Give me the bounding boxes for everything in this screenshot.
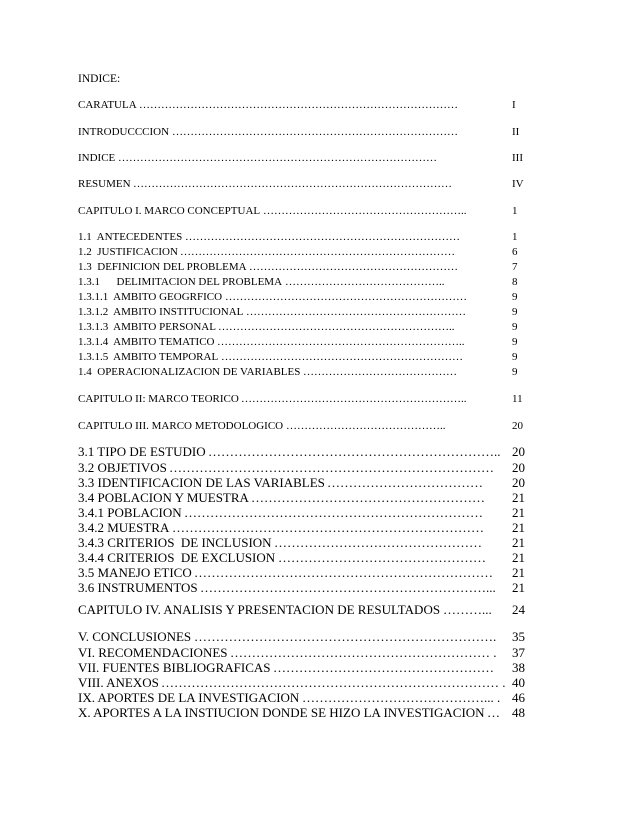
toc-entry-label: 1.3.1.3 AMBITO PERSONAL: [78, 321, 216, 333]
toc-entry-page: 21: [512, 520, 525, 535]
toc-entry-page: III: [512, 152, 523, 164]
toc-entry-leader: ……………………………………………………………: [194, 565, 493, 580]
toc-entry-leader: …: [487, 705, 500, 720]
toc-entry[interactable]: [78, 660, 558, 676]
toc-entry-page: 38: [512, 660, 525, 675]
toc-entry-page: IV: [512, 178, 524, 190]
toc-entry-label: VII. FUENTES BIBLIOGRAFICAS: [78, 660, 271, 675]
toc-entry-label: CAPITULO I. MARCO CONCEPTUAL: [78, 205, 261, 217]
toc-entry[interactable]: [78, 349, 558, 365]
toc-entry-page: 21: [512, 580, 525, 595]
toc-entry-label: 3.2 OBJETIVOS: [78, 460, 167, 475]
toc-entry-leader: …………………………………………………… .: [230, 645, 497, 660]
toc-entry-label: 3.3 IDENTIFICACION DE LAS VARIABLES: [78, 475, 325, 490]
toc-entry-label: 3.4 POBLACION Y MUESTRA: [78, 490, 249, 505]
toc-entry-page: 1: [512, 205, 518, 217]
toc-entry-page: 1: [512, 231, 518, 243]
toc-entry-label: 1.3 DEFINICION DEL PROBLEMA: [78, 261, 247, 273]
toc-entry-label: 3.4.4 CRITERIOS DE EXCLUSION: [78, 550, 276, 565]
toc-entry-leader: ……………………………………………………………: [184, 505, 483, 520]
toc-entry-leader: ………………………………………………………………: [172, 520, 484, 535]
toc-entry-leader: ……………………………………: [303, 366, 457, 378]
toc-entry-label: CARATULA: [78, 99, 137, 111]
toc-entry-page: 21: [512, 490, 525, 505]
toc-entry-leader: ………………………………………………………..: [218, 321, 455, 333]
toc-entry-leader: ……………………………………………………: [246, 306, 466, 318]
toc-entry-page: 21: [512, 505, 525, 520]
toc-entry[interactable]: [78, 289, 558, 305]
toc-entry-leader: ……………………………………………………………………: [172, 126, 458, 138]
toc-entry[interactable]: [78, 244, 558, 260]
toc-entry-label: 1.3.1.5 AMBITO TEMPORAL: [78, 351, 219, 363]
toc-entry-page: I: [512, 99, 516, 111]
toc-entry-page: 9: [512, 306, 518, 318]
toc-entry-leader: ……………………………………………: [273, 660, 494, 675]
toc-entry-page: 9: [512, 351, 518, 363]
toc-entry[interactable]: [78, 629, 558, 645]
toc-entry-page: 21: [512, 550, 525, 565]
toc-entry-page: 21: [512, 535, 525, 550]
toc-entry[interactable]: [78, 705, 558, 721]
toc-entry-label: 1.2 JUSTIFICACION: [78, 246, 178, 258]
toc-entry[interactable]: [78, 550, 558, 566]
toc-entry[interactable]: [78, 460, 558, 476]
toc-entry-leader: …………………………………………………………………… .: [161, 675, 506, 690]
toc-entry-leader: ……………………………………………………………………………: [118, 152, 437, 164]
toc-entry[interactable]: [78, 334, 558, 350]
toc-entry-label: INDICE: [78, 152, 116, 164]
toc-entry-label: INTRODUCCCION: [78, 126, 170, 138]
toc-entry-page: 9: [512, 321, 518, 333]
toc-entry-leader: …………………………………………………: [249, 261, 458, 273]
toc-entry[interactable]: [78, 150, 558, 166]
toc-entry-label: RESUMEN: [78, 178, 131, 190]
toc-entry-label: 1.3.1.1 AMBITO GEOGRFICO: [78, 291, 223, 303]
toc-entry[interactable]: [78, 475, 558, 491]
toc-entry-label: CAPITULO II: MARCO TEORICO: [78, 393, 239, 405]
toc-entry[interactable]: [78, 304, 558, 320]
toc-entry-page: 20: [512, 420, 523, 432]
toc-entry-page: 20: [512, 444, 525, 459]
toc-entry[interactable]: [78, 444, 558, 460]
toc-entry-page: 35: [512, 629, 525, 644]
toc-entry-leader: ……………………………………………………………………………: [133, 178, 452, 190]
toc-entry[interactable]: [78, 565, 558, 581]
toc-entry-leader: …………………………………………………………..: [217, 336, 465, 348]
toc-entry-leader: …………………………………………………………: [221, 351, 463, 363]
toc-entry-page: 11: [512, 393, 523, 405]
toc-entry-leader: ……………………………………..: [286, 420, 446, 432]
toc-entry-leader: ………...: [443, 602, 492, 617]
toc-entry-leader: …………………………………………………………..: [208, 444, 501, 459]
toc-entry-page: 37: [512, 645, 525, 660]
toc-entry[interactable]: [78, 259, 558, 275]
toc-entry-leader: …………………………………………………………….: [194, 629, 497, 644]
toc-entry[interactable]: [78, 580, 558, 596]
toc-entry-leader: …………………………………………………………………: [185, 231, 460, 243]
index-heading: INDICE:: [78, 73, 121, 85]
toc-entry-leader: ……………………………………..: [285, 276, 445, 288]
toc-entry-leader: ………………………………………………: [251, 490, 485, 505]
toc-entry-page: 9: [512, 336, 518, 348]
toc-entry-label: 3.6 INSTRUMENTOS: [78, 580, 198, 595]
toc-entry-leader: …………………………………………………………...: [200, 580, 496, 595]
toc-entry-page: 48: [512, 705, 525, 720]
toc-entry-leader: ……………………………………………………………………………: [139, 99, 458, 111]
toc-entry[interactable]: [78, 97, 558, 113]
toc-entry-leader: …………………………………………………………………: [169, 460, 494, 475]
toc-entry-label: 3.4.3 CRITERIOS DE INCLUSION: [78, 535, 272, 550]
toc-entry[interactable]: [78, 203, 558, 219]
toc-entry[interactable]: [78, 364, 558, 380]
toc-entry-leader: ……………………………………………………..: [241, 393, 467, 405]
toc-entry[interactable]: [78, 418, 558, 434]
toc-entry-label: 3.4.2 MUESTRA: [78, 520, 170, 535]
toc-entry-page: 9: [512, 291, 518, 303]
toc-entry-page: 21: [512, 565, 525, 580]
toc-entry[interactable]: [78, 176, 558, 192]
toc-entry-label: X. APORTES A LA INSTIUCION DONDE SE HIZO LA INVESTIGACION: [78, 705, 485, 720]
toc-entry-leader: …………………………………………: [278, 550, 486, 565]
toc-entry-page: 8: [512, 276, 518, 288]
toc-entry-page: II: [512, 126, 520, 138]
toc-entry[interactable]: [78, 520, 558, 536]
toc-entry-page: 7: [512, 261, 518, 273]
toc-entry-leader: ………………………………: [327, 475, 483, 490]
toc-entry-label: CAPITULO IV. ANALISIS Y PRESENTACION DE RESULTADOS: [78, 602, 441, 617]
toc-entry-label: 3.1 TIPO DE ESTUDIO: [78, 444, 206, 459]
toc-entry-label: V. CONCLUSIONES: [78, 629, 192, 644]
toc-entry-leader: …………………………………………: [274, 535, 482, 550]
toc-entry-leader: ………………………………………………..: [263, 205, 467, 217]
toc-entry-leader: …………………………………………………………: [225, 291, 467, 303]
toc-entry-label: 3.5 MANEJO ETICO: [78, 565, 192, 580]
toc-entry-page: 9: [512, 366, 518, 378]
toc-entry[interactable]: [78, 274, 558, 290]
toc-entry[interactable]: [78, 505, 558, 521]
toc-entry-leader: ……………………………………... .: [302, 690, 501, 705]
toc-entry-page: 20: [512, 475, 525, 490]
toc-entry-leader: …………………………………………………………………: [180, 246, 455, 258]
toc-entry-label: 1.4 OPERACIONALIZACION DE VARIABLES: [78, 366, 301, 378]
toc-entry-page: 6: [512, 246, 518, 258]
toc-entry-label: 1.3.1.2 AMBITO INSTITUCIONAL: [78, 306, 244, 318]
toc-entry[interactable]: [78, 645, 558, 661]
toc-entry[interactable]: [78, 229, 558, 245]
toc-entry-label: IX. APORTES DE LA INVESTIGACION: [78, 690, 300, 705]
toc-entry-label: VIII. ANEXOS: [78, 675, 159, 690]
toc-entry[interactable]: [78, 602, 558, 618]
toc-entry[interactable]: [78, 490, 558, 506]
toc-entry[interactable]: [78, 535, 558, 551]
toc-entry[interactable]: [78, 675, 558, 691]
toc-entry[interactable]: [78, 124, 558, 140]
toc-entry-page: 24: [512, 602, 525, 617]
toc-entry-label: 1.3.1.4 AMBITO TEMATICO: [78, 336, 215, 348]
toc-entry-page: 40: [512, 675, 525, 690]
toc-entry-label: CAPITULO III. MARCO METODOLOGICO: [78, 420, 284, 432]
toc-entry[interactable]: [78, 391, 558, 407]
toc-entry-page: 20: [512, 460, 525, 475]
toc-entry-label: 1.1 ANTECEDENTES: [78, 231, 183, 243]
toc-entry[interactable]: [78, 690, 558, 706]
toc-entry-label: 3.4.1 POBLACION: [78, 505, 182, 520]
toc-entry[interactable]: [78, 319, 558, 335]
toc-entry-page: 46: [512, 690, 525, 705]
toc-entry-label: VI. RECOMENDACIONES: [78, 645, 228, 660]
toc-entry-label: 1.3.1 DELIMITACION DEL PROBLEMA: [78, 276, 283, 288]
